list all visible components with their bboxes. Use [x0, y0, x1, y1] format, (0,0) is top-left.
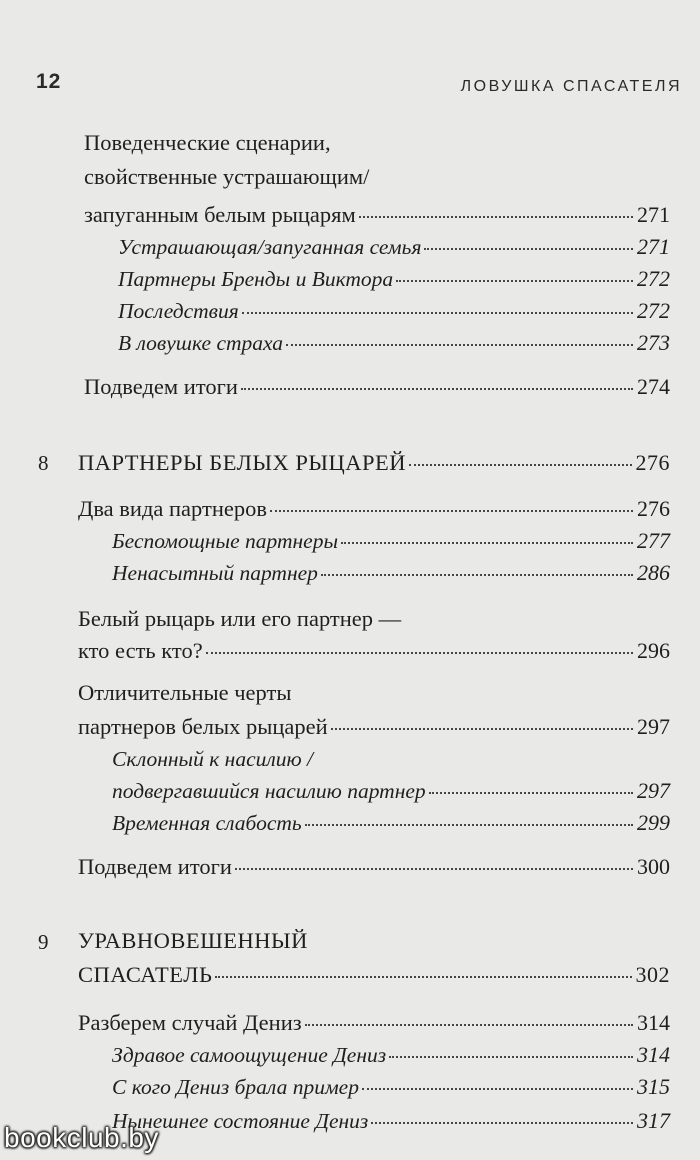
toc-entry-title: Подведем итоги	[84, 374, 238, 399]
toc-entry	[84, 162, 369, 192]
dot-leader	[359, 210, 633, 218]
dot-leader	[429, 786, 633, 794]
toc-subentry	[112, 1072, 670, 1102]
toc-page-number: 302	[635, 962, 670, 987]
toc-entry-title: подвергавшийся насилию партнер	[112, 779, 426, 803]
toc-subentry	[112, 776, 670, 806]
toc-page-number: 315	[637, 1074, 670, 1099]
toc-entry-title: Временная слабость	[112, 811, 302, 835]
toc-entry-title: В ловушке страха	[118, 331, 284, 355]
toc-page-number: 286	[637, 560, 670, 585]
toc-entry	[78, 604, 401, 634]
toc-page-number: 317	[637, 1108, 670, 1133]
toc-entry-title: Поведенческие сценарии,	[84, 130, 331, 155]
toc-page-number: 271	[637, 202, 670, 227]
chapter-number: 8	[38, 451, 49, 475]
running-head: ЛОВУШКА СПАСАТЕЛЯ	[460, 78, 682, 95]
dot-leader	[409, 458, 631, 466]
toc-page-number: 296	[637, 638, 670, 663]
dot-leader	[396, 274, 633, 282]
toc-entry-title: кто есть кто?	[78, 638, 203, 663]
toc-entry	[84, 372, 670, 402]
toc-page-number: 276	[635, 450, 670, 475]
toc-subentry	[112, 1040, 670, 1070]
toc-entry-title: запуганным белым рыцарям	[84, 202, 356, 227]
toc-entry-title: Ненасытный партнер	[112, 561, 318, 585]
toc-page-number: 314	[637, 1010, 670, 1035]
toc-chapter-title: СПАСАТЕЛЬ	[78, 962, 213, 987]
toc-chapter-title: УРАВНОВЕШЕННЫЙ	[78, 928, 308, 953]
toc-page-number: 299	[637, 810, 670, 835]
toc-subentry	[112, 1106, 670, 1136]
toc-page-number: 297	[637, 714, 670, 739]
toc-entry-title: Подведем итоги	[78, 854, 232, 879]
dot-leader	[235, 862, 633, 870]
watermark: bookclub.by	[4, 1122, 159, 1153]
toc-chapter-title: ПАРТНЕРЫ БЕЛЫХ РЫЦАРЕЙ	[78, 450, 407, 475]
chapter-number: 9	[38, 930, 49, 954]
toc-entry	[78, 678, 291, 708]
toc-subentry	[118, 328, 670, 358]
toc-page-number: 274	[637, 374, 670, 399]
dot-leader	[286, 338, 633, 346]
toc-entry-title: партнеров белых рыцарей	[78, 714, 328, 739]
toc-chapter	[78, 960, 670, 990]
page-number: 12	[36, 70, 62, 93]
toc-page-number: 271	[637, 234, 670, 259]
toc-entry	[78, 1008, 670, 1038]
toc-subentry	[118, 232, 670, 262]
toc-page-number: 277	[637, 528, 670, 553]
toc-entry-title: Разберем случай Дениз	[78, 1010, 302, 1035]
toc-chapter	[78, 448, 670, 478]
dot-leader	[270, 504, 633, 512]
toc-entry-title: Два вида партнеров	[78, 496, 267, 521]
toc-entry-title: Партнеры Бренды и Виктора	[118, 267, 394, 291]
dot-leader	[305, 818, 633, 826]
dot-leader	[206, 646, 633, 654]
toc-entry	[78, 852, 670, 882]
dot-leader	[371, 1116, 633, 1124]
toc-entry-title: Белый рыцарь или его партнер —	[78, 606, 402, 631]
toc-entry	[78, 636, 670, 666]
toc-page-number: 314	[637, 1042, 670, 1067]
toc-subentry	[112, 744, 313, 774]
dot-leader	[242, 306, 633, 314]
toc-entry	[84, 200, 670, 230]
toc-entry-title: Беспомощные партнеры	[112, 529, 339, 553]
dot-leader	[424, 242, 633, 250]
dot-leader	[321, 568, 633, 576]
dot-leader	[389, 1050, 633, 1058]
toc-subentry	[112, 808, 670, 838]
toc-entry	[78, 494, 670, 524]
dot-leader	[241, 382, 633, 390]
dot-leader	[341, 536, 633, 544]
toc-entry-title: Устрашающая/запуганная семья	[118, 235, 422, 259]
toc-entry-title: С кого Дениз брала пример	[112, 1075, 359, 1099]
toc-entry-title: Отличительные черты	[78, 680, 292, 705]
dot-leader	[331, 722, 633, 730]
toc-entry	[78, 712, 670, 742]
dot-leader	[362, 1082, 633, 1090]
toc-subentry	[112, 558, 670, 588]
toc-page-number: 300	[637, 854, 670, 879]
toc-entry-title: Последствия	[118, 299, 239, 323]
toc-page-number: 272	[637, 298, 670, 323]
toc-entry-title: Нынешнее состояние Дениз	[112, 1109, 369, 1133]
toc-subentry	[118, 264, 670, 294]
toc-subentry	[118, 296, 670, 326]
toc-chapter	[78, 926, 308, 956]
toc-page-number: 276	[637, 496, 670, 521]
toc-entry	[84, 128, 331, 158]
toc-subentry	[112, 526, 670, 556]
toc-entry-title: Склонный к насилию /	[112, 747, 314, 771]
dot-leader	[215, 970, 631, 978]
toc-page-number: 297	[637, 778, 670, 803]
toc-page-number: 272	[637, 266, 670, 291]
toc-entry-title: Здравое самоощущение Дениз	[112, 1043, 387, 1067]
toc-page-number: 273	[637, 330, 670, 355]
toc-entry-title: свойственные устрашающим/	[84, 164, 370, 189]
dot-leader	[305, 1018, 633, 1026]
